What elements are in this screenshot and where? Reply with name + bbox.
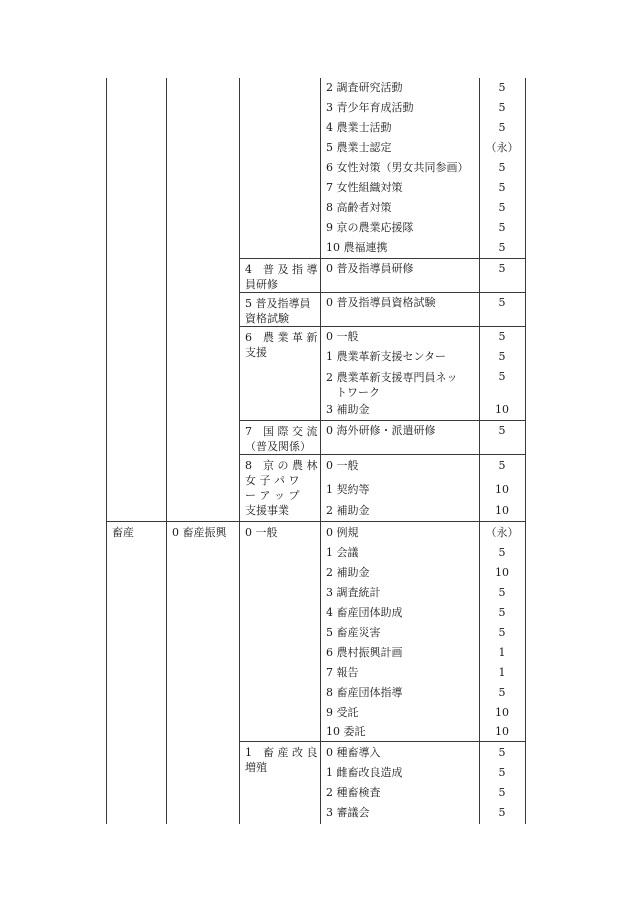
retention-term: 5 (498, 81, 506, 94)
group-label-cont: （普及関係） (245, 440, 311, 453)
retention-term: 5 (498, 606, 506, 619)
group-label-cont: 支援事業 (245, 504, 289, 517)
col-line-6 (525, 78, 526, 824)
retention-term: 10 (495, 706, 509, 719)
retention-term: 10 (495, 725, 509, 738)
table-row: 0 例規 (326, 526, 359, 539)
category-label: 畜産 (112, 526, 134, 539)
table-row: 0 海外研修・派遣研修 (326, 424, 436, 437)
table-row: 7 報告 (326, 666, 359, 679)
table-row: 9 京の農業応援隊 (326, 221, 414, 234)
retention-term: （永） (485, 526, 519, 539)
table-row: 0 種畜導入 (326, 746, 381, 759)
group-label-cont: 女 子 パ ワ (245, 474, 300, 487)
table-row: 1 雌畜改良造成 (326, 766, 403, 779)
table-row: 2 種畜検査 (326, 786, 381, 799)
table-row: 2 補助金 (326, 504, 370, 517)
group-label: 7 国 際 交 流 (245, 425, 318, 438)
group-label-cont: 資格試験 (245, 312, 289, 325)
group-label-cont: 増殖 (245, 761, 267, 774)
group-label-cont: ー ア ッ プ (245, 489, 300, 502)
table-row: 5 農業士認定 (326, 141, 392, 154)
table-row: 6 女性対策（男女共同参画） (326, 161, 469, 174)
group-label: 1 畜 産 改 良 (245, 746, 318, 759)
table-row: 0 普及指導員研修 (326, 262, 414, 275)
col-line-1 (106, 78, 107, 824)
retention-term: 5 (498, 241, 506, 254)
table-row: 9 受託 (326, 706, 359, 719)
retention-term: 5 (498, 746, 506, 759)
subcategory-label: 0 畜産振興 (172, 526, 227, 539)
retention-term: 5 (498, 121, 506, 134)
table-row: 8 高齢者対策 (326, 201, 392, 214)
retention-term: 5 (498, 201, 506, 214)
retention-term: 5 (498, 296, 506, 309)
table-row: 0 普及指導員資格試験 (326, 296, 436, 309)
table-row: 7 女性組織対策 (326, 181, 403, 194)
retention-term: 5 (498, 330, 506, 343)
col-line-2 (166, 78, 167, 824)
retention-term: 5 (498, 459, 506, 472)
table-row: 10 農福連携 (326, 241, 388, 254)
table-row: 2 調査研究活動 (326, 81, 403, 94)
table-row: 2 農業革新支援専門員ネッ (326, 371, 458, 384)
table-row: 6 農村振興計画 (326, 646, 403, 659)
retention-term: 1 (498, 646, 506, 659)
table-row: 1 農業革新支援センター (326, 350, 447, 363)
table-row: 10 委託 (326, 725, 366, 738)
retention-term: 5 (498, 161, 506, 174)
retention-term: 10 (495, 403, 509, 416)
table-row: 8 畜産団体指導 (326, 686, 403, 699)
group-label: 0 一般 (245, 526, 278, 539)
group-label: 4 普 及 指 導 (245, 263, 318, 276)
col-line-3 (239, 78, 240, 824)
retention-term: 10 (495, 566, 509, 579)
retention-term: 5 (498, 766, 506, 779)
table-row: 3 審議会 (326, 806, 370, 819)
retention-term: （永） (485, 141, 519, 154)
retention-term: 5 (498, 786, 506, 799)
table-row: 0 一般 (326, 330, 359, 343)
row-line-group8 (239, 454, 526, 455)
retention-term: 10 (495, 483, 509, 496)
retention-term: 5 (498, 101, 506, 114)
retention-term: 5 (498, 546, 506, 559)
retention-term: 1 (498, 666, 506, 679)
retention-term: 5 (498, 350, 506, 363)
table-row: 1 契約等 (326, 483, 370, 496)
group-label-cont: 員研修 (245, 278, 278, 291)
row-line-livestock (106, 521, 526, 522)
retention-term: 5 (498, 686, 506, 699)
retention-term: 5 (498, 181, 506, 194)
retention-term: 5 (498, 586, 506, 599)
retention-term: 10 (495, 504, 509, 517)
group-label-cont: 支援 (245, 346, 267, 359)
table-row: 0 一般 (326, 459, 359, 472)
col-line-4 (320, 78, 321, 824)
group-label: 6 農 業 革 新 (245, 331, 318, 344)
table-row: 2 補助金 (326, 566, 370, 579)
group-label: 8 京 の 農 林 (245, 459, 318, 472)
group-label: 5 普及指導員 (245, 297, 311, 310)
table-row: 3 青少年育成活動 (326, 101, 414, 114)
retention-term: 5 (498, 626, 506, 639)
retention-term: 5 (498, 806, 506, 819)
table-row: 5 畜産災害 (326, 626, 381, 639)
table-row: 3 調査統計 (326, 586, 381, 599)
table-row: 4 畜産団体助成 (326, 606, 403, 619)
table-row-cont: トワーク (336, 386, 380, 399)
table-row: 4 農業士活動 (326, 121, 392, 134)
table-row: 3 補助金 (326, 403, 370, 416)
table-row: 1 会議 (326, 546, 359, 559)
retention-term: 5 (498, 221, 506, 234)
retention-term: 5 (498, 424, 506, 437)
retention-term: 5 (498, 262, 506, 275)
retention-term: 5 (498, 370, 506, 383)
